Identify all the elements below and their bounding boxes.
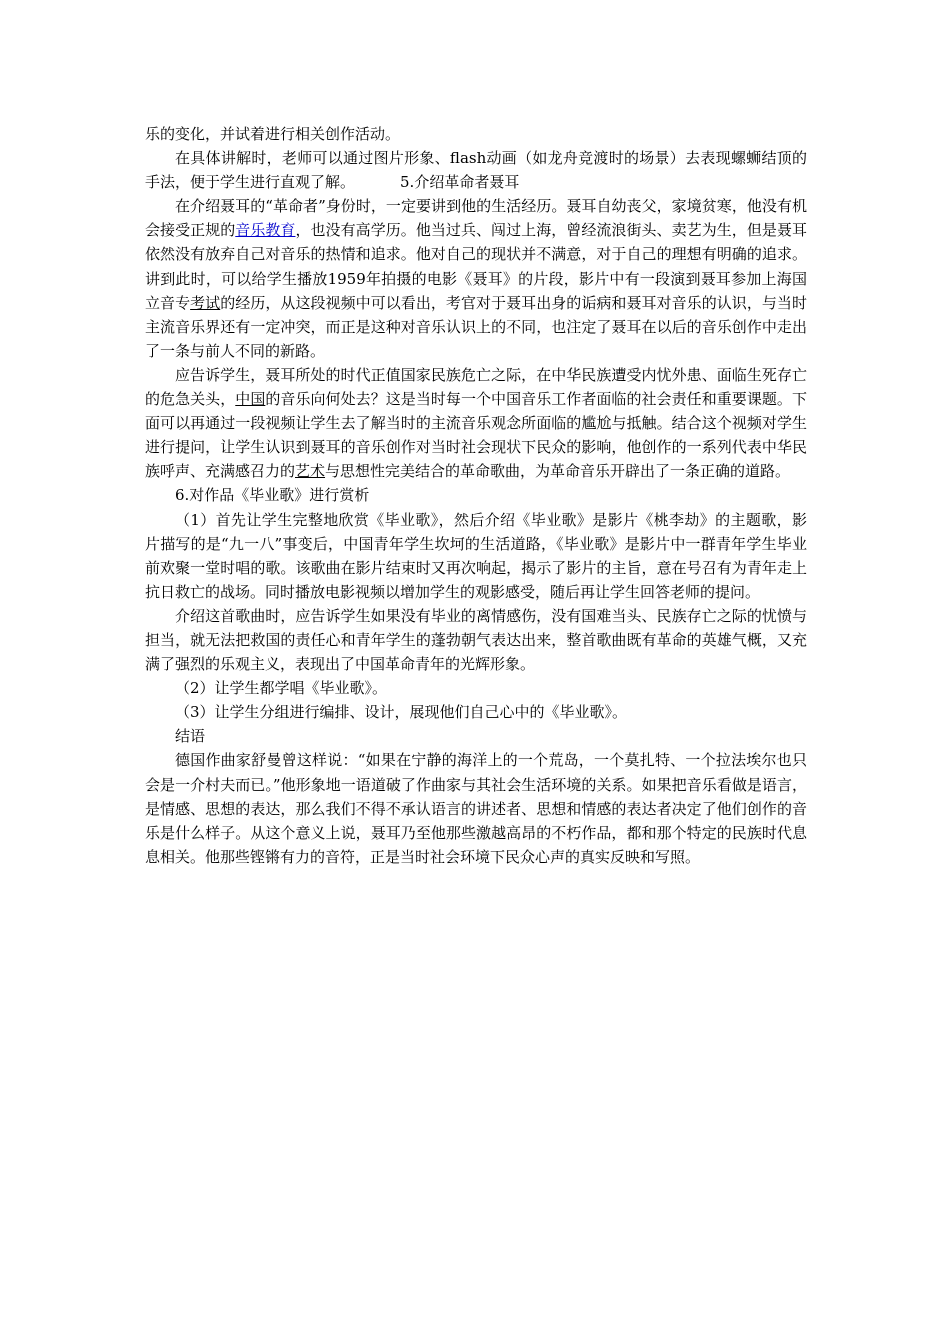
exam-link[interactable]: 考试 xyxy=(190,293,221,312)
document-body xyxy=(145,122,807,869)
section-heading-5: 5.介绍革命者聂耳 xyxy=(400,173,520,192)
paragraph-era xyxy=(145,363,807,483)
paragraph-step-2: （2）让学生都学唱《毕业歌》。 xyxy=(175,679,388,698)
paragraph-conclusion: 德国作曲家舒曼曾这样说：“如果在宁静的海洋上的一个荒岛，一个莫扎特、一个拉法埃尔也只会是一介村夫而已。”他形象地一语道破了作曲家与其社会生活环境的关系。如果把音乐看做是语言，是情感、思想的表达，那么我们不得不承认语言的讲述者、思想和情感的表达者决定了他们创作的音乐是什么样子。从这个意义上说，聂耳乃至他那些激越高昂的不朽作品，都和那个特定的民族时代息息相关。他那些铿锵有力的音符，正是当时社会环境下民众心声的真实反映和写照。 xyxy=(145,751,807,866)
paragraph-nie-er-life xyxy=(145,194,807,363)
paragraph-teaching-method xyxy=(145,146,807,194)
china-link[interactable]: 中国 xyxy=(235,390,266,409)
paragraph-text: ，也没有高学历。他当过兵、闯过上海，曾经流浪街头、卖艺为生，但是聂耳依然没有放弃自己对音乐的热情和追求。他对自己的现状并不满意，对于自己的理想有明确的追求。讲到此时，可以给学生播放1959年拍摄的电影《聂耳》的片段，影片中有一段演到聂耳参加上海国立音专 xyxy=(145,221,807,312)
paragraph-song-intro: 介绍这首歌曲时，应告诉学生如果没有毕业的离情感伤，没有国难当头、民族存亡之际的忧愤与担当，就无法把救国的责任心和青年学生的蓬勃朝气表达出来，整首歌曲既有革命的英雄气概，又充满了强烈的乐观主义，表现出了中国革命青年的光辉形象。 xyxy=(145,606,807,674)
paragraph-text: 在具体讲解时，老师可以通过图片形象、flash动画（如龙舟竞渡时的场景）去表现螺蛳结顶的手法，便于学生进行直观了解。 xyxy=(145,149,807,192)
paragraph-continuation xyxy=(145,122,807,146)
conclusion-heading: 结语 xyxy=(175,727,206,746)
paragraph-text: 的经历，从这段视频中可以看出，考官对于聂耳出身的诟病和聂耳对音乐的认识，与当时主流音乐界还有一定冲突，而正是这种对音乐认识上的不同，也注定了聂耳在以后的音乐创作中走出了一条与前人不同的新路。 xyxy=(145,293,807,360)
paragraph-text: 应告诉学生，聂耳所处的时代正值国家民族危亡之际，在中华民族遭受内忧外患、面临生死存亡的危急关头， xyxy=(145,365,807,409)
art-link[interactable]: 艺术 xyxy=(295,462,326,481)
paragraph-text: 的音乐向何处去？这是当时每一个中国音乐工作者面临的社会责任和重要课题。下面可以再通过一段视频让学生去了解当时的主流音乐观念所面临的尴尬与抵触。结合这个视频对学生进行提问，让学生认识到聂耳的音乐创作对当时社会现状下民众的影响，他创作的一系列代表中华民族呼声、充满感召力的 xyxy=(145,390,807,481)
paragraph-text: 与思想性完美结合的革命歌曲，为革命音乐开辟出了一条正确的道路。 xyxy=(325,462,791,481)
paragraph-text: 在介绍聂耳的“革命者”身份时，一定要讲到他的生活经历。聂耳自幼丧父，家境贫寒，他没有机会接受正规的 xyxy=(145,197,807,240)
music-education-link[interactable]: 音乐教育 xyxy=(235,221,296,240)
section-heading-6: 6.对作品《毕业歌》进行赏析 xyxy=(175,486,370,505)
paragraph-step-3: （3）让学生分组进行编排、设计，展现他们自己心中的《毕业歌》。 xyxy=(175,703,628,722)
paragraph-step-1: （1）首先让学生完整地欣赏《毕业歌》，然后介绍《毕业歌》是影片《桃李劫》的主题歌，影片描写的是“九一八”事变后，中国青年学生坎坷的生活道路，《毕业歌》是影片中一群青年学生毕业前欢聚一堂时唱的歌。该歌曲在影片结束时又再次响起，揭示了影片的主旨，意在号召有为青年走上抗日救亡的战场。同时播放电影视频以增加学生的观影感受，随后再让学生回答老师的提问。 xyxy=(145,510,807,601)
paragraph-text: 乐的变化，并试着进行相关创作活动。 xyxy=(145,125,401,143)
